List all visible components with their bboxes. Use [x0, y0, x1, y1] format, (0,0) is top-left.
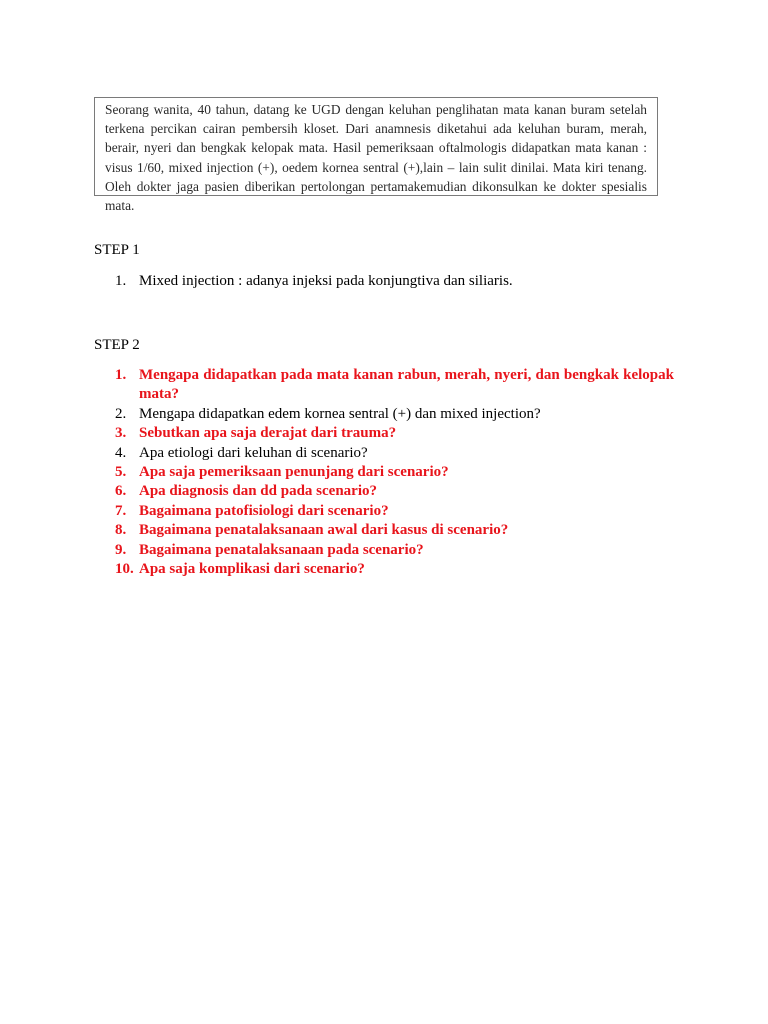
step1-heading: STEP 1: [94, 242, 140, 258]
item-text: Mengapa didapatkan edem kornea sentral (+) dan mixed injection?: [139, 405, 541, 422]
step2-question-3: [94, 424, 674, 443]
item-number: 10.: [115, 561, 134, 578]
item-number: 1.: [115, 273, 127, 289]
step2-heading: STEP 2: [94, 337, 140, 353]
item-text: Mixed injection : adanya injeksi pada konjungtiva dan siliaris.: [139, 273, 513, 289]
item-number: 7.: [115, 502, 127, 519]
step2-question-7: [94, 502, 674, 521]
item-text: Bagaimana penatalaksanaan pada scenario?: [139, 541, 424, 558]
item-text: Apa saja pemeriksaan penunjang dari scenario?: [139, 464, 449, 481]
item-number: 4.: [115, 444, 127, 461]
step2-question-6: [94, 482, 674, 501]
scenario-box: [94, 97, 658, 214]
item-number: 5.: [115, 464, 127, 481]
item-text: Apa saja komplikasi dari scenario?: [139, 561, 365, 578]
item-number: 1.: [115, 367, 127, 383]
step2-question-5: [94, 463, 674, 482]
item-text: Apa diagnosis dan dd pada scenario?: [139, 483, 377, 500]
item-number: 6.: [115, 483, 127, 500]
scenario-text: Seorang wanita, 40 tahun, datang ke UGD dengan keluhan penglihatan mata kanan buram setelah terkena percikan cairan pembersih kloset. Dari anamnesis diketahui ada keluhan buram, merah, berair, nyeri dan bengkak kelopak mata. Hasil pemeriksaan oftalmologis didapatkan mata kanan : visus 1/60, mixed injection (+), oedem kornea sentral (+),lain – lain sulit dinilai. Mata kiri tenang. Oleh dokter jaga pasien diberikan pertolongan pertamakemudian dikonsulkan ke dokter spesialis mata.: [105, 102, 647, 214]
step2-question-9: [94, 541, 674, 560]
item-text: Apa etiologi dari keluhan di scenario?: [139, 444, 368, 461]
item-number: 8.: [115, 522, 127, 539]
item-text: Bagaimana patofisiologi dari scenario?: [139, 502, 389, 519]
item-text: Bagaimana penatalaksanaan awal dari kasus di scenario?: [139, 522, 509, 539]
step2-question-2: [94, 405, 674, 424]
step1-list: [94, 272, 674, 291]
item-number: 9.: [115, 541, 127, 558]
step1-item: [94, 272, 674, 291]
item-number: 2.: [115, 405, 127, 422]
item-text: Sebutkan apa saja derajat dari trauma?: [139, 425, 397, 442]
step2-question-4: [94, 444, 674, 463]
step2-question-8: [94, 521, 674, 540]
step2-list: [94, 366, 674, 579]
item-number: 3.: [115, 425, 127, 442]
step2-question-10: [94, 560, 674, 579]
item-text: Mengapa didapatkan pada mata kanan rabun, merah, nyeri, dan bengkak kelopak mata?: [139, 367, 674, 403]
step2-question-1: [94, 366, 674, 405]
